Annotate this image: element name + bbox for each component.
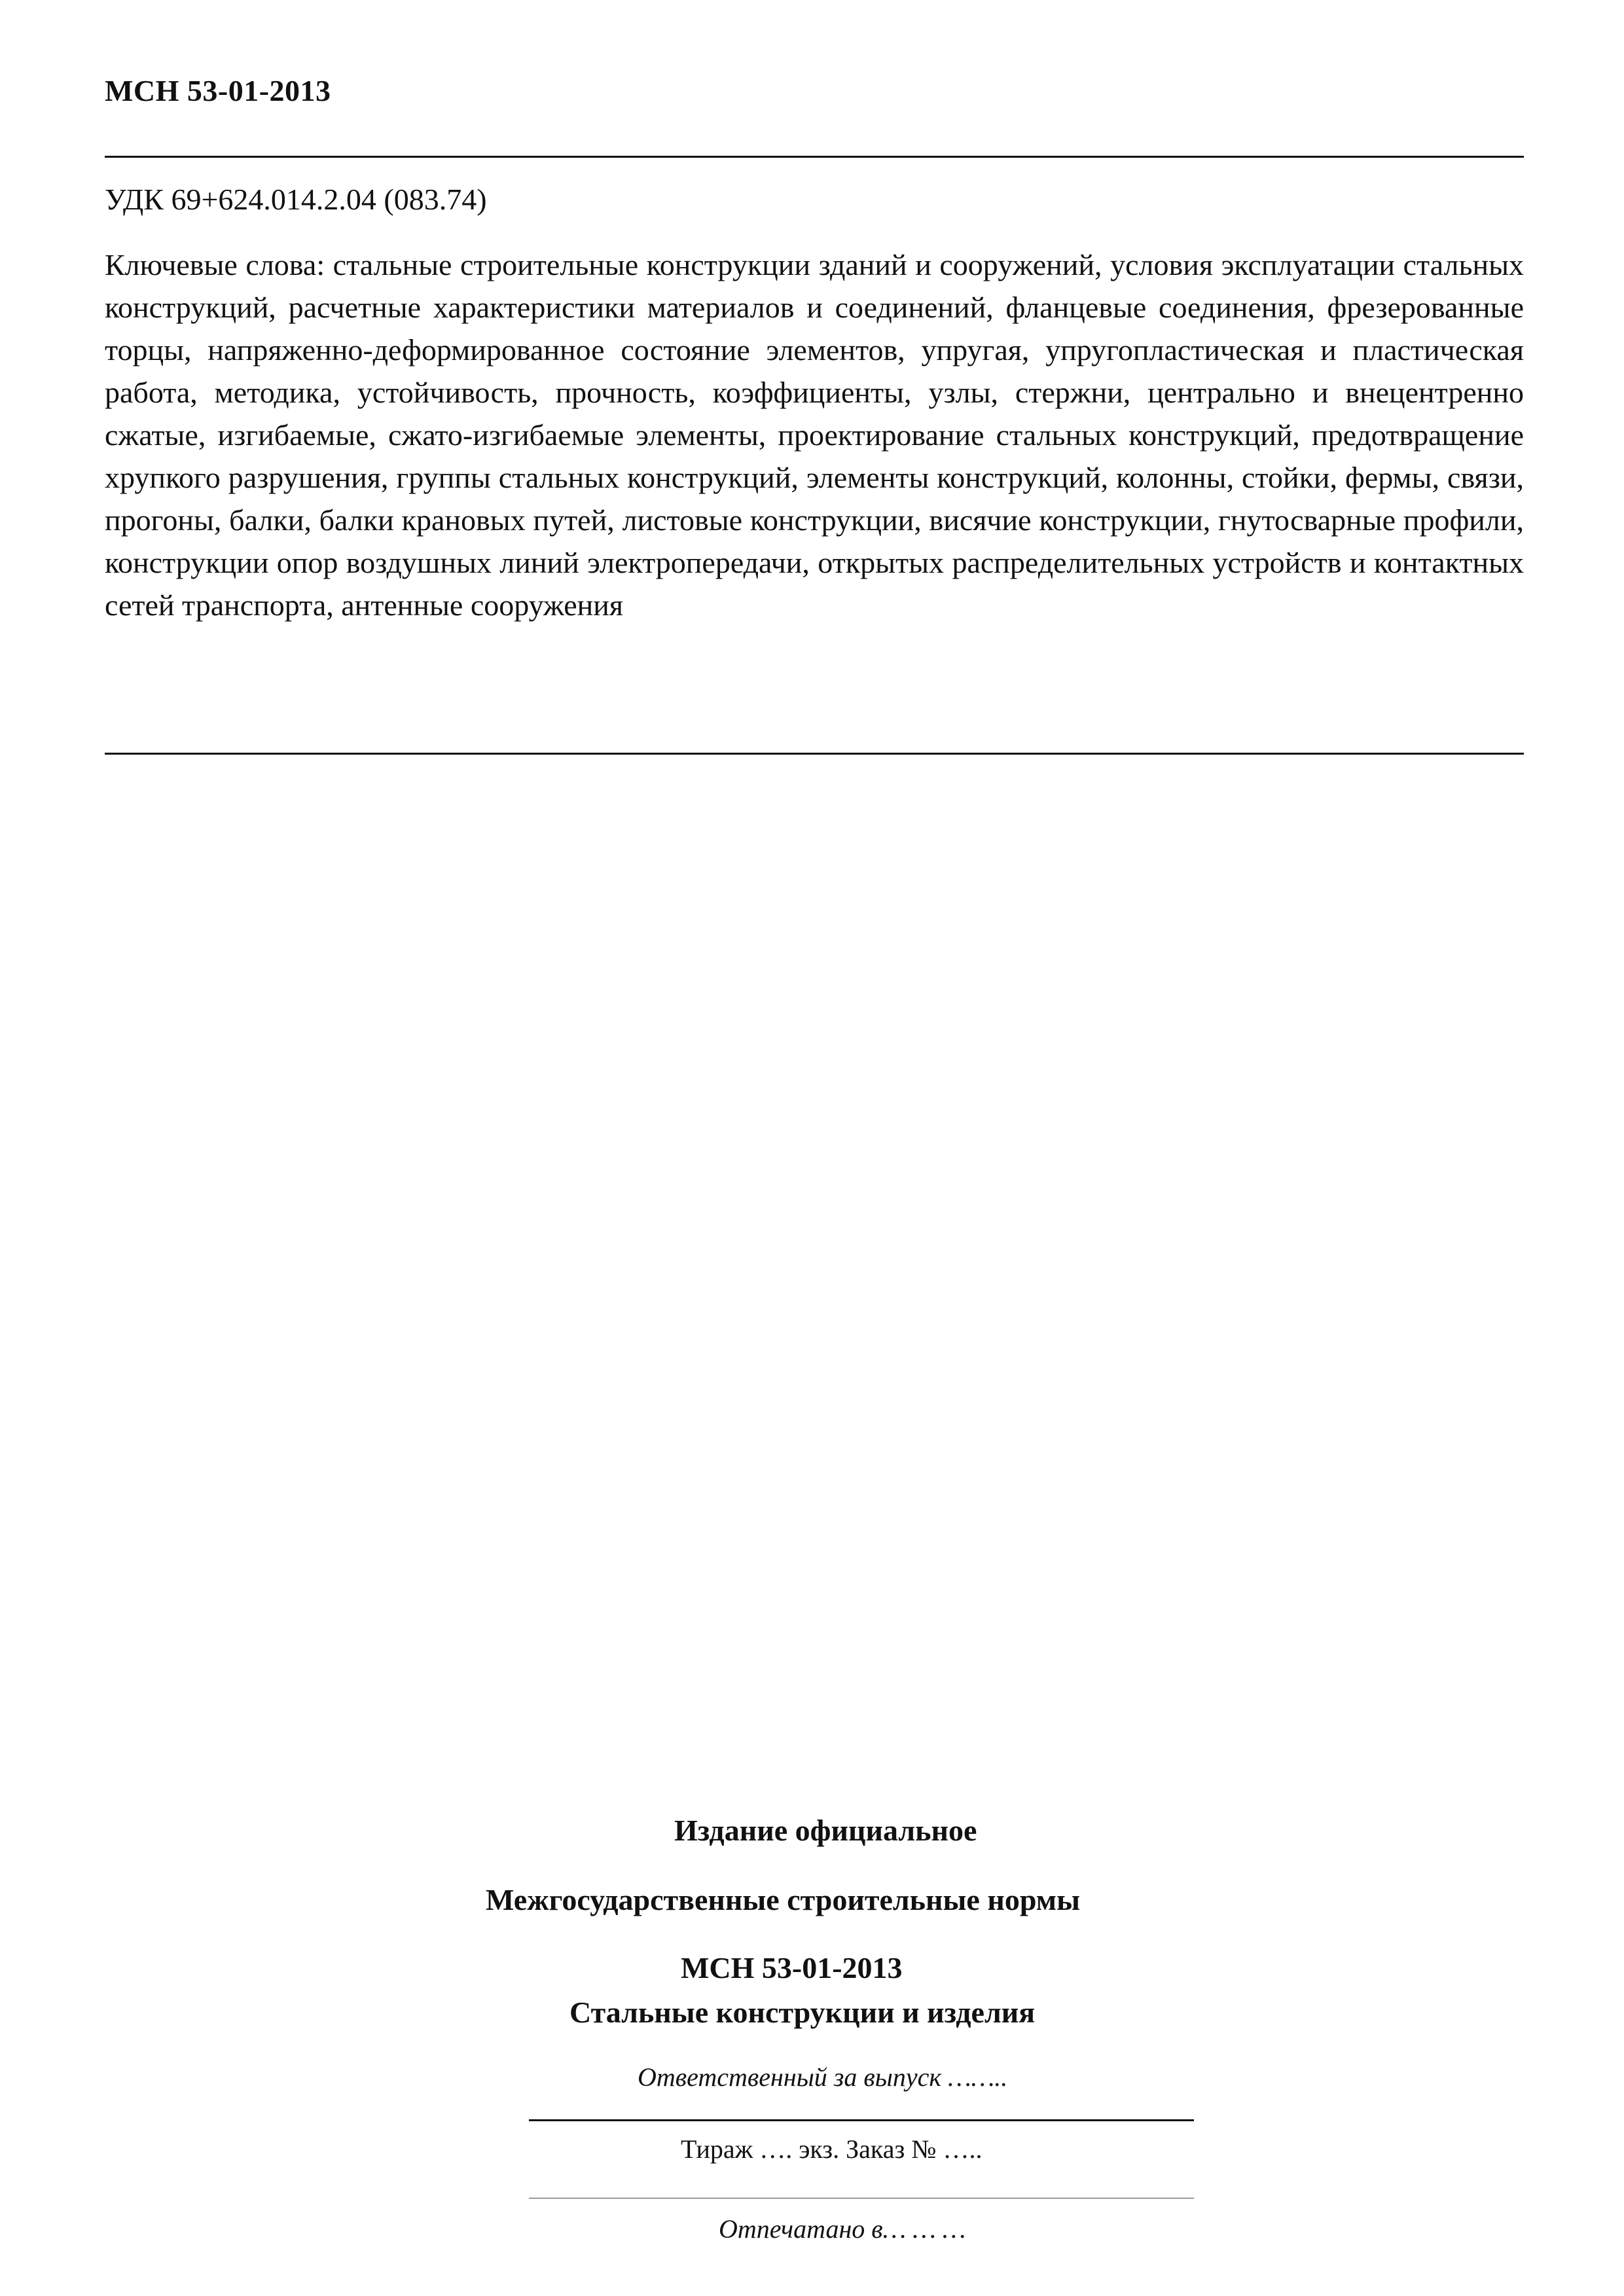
responsible-line: Ответственный за выпуск …….. <box>638 2062 1008 2092</box>
keywords-paragraph: Ключевые слова: стальные строительные конструкции зданий и сооружений, условия эксплуатации стальных конструкций, расчетные характеристики материалов и соединений, фланцевые соединения, фрезерованные торцы, напряженно-деформированное состояние элементов, упругая, упругопластическая и пластическая работа, методика, устойчивость, прочность, коэффициенты, узлы, стержни, центрально и внецентренно сжатые, изгибаемые, сжато-изгибаемые элементы, проектирование стальных конструкций, предотвращение хрупкого разрушения, группы стальных конструкций, элементы конструкций, колонны, стойки, фермы, связи, прогоны, балки, балки крановых путей, листовые конструкции, висячие конструкции, гнутосварные профили, конструкции опор воздушных линий электропередачи, открытых распределительных устройств и контактных сетей транспорта, антенные сооружения <box>105 248 1524 622</box>
circulation-line: Тираж …. экз. Заказ № ….. <box>681 2134 983 2164</box>
printed-line: Отпечатано в… … … <box>719 2214 966 2244</box>
norms-code: МСН 53-01-2013 <box>681 1951 903 1984</box>
edition-label: Издание официальное <box>674 1814 977 1847</box>
udk-classification: УДК 69+624.014.2.04 (083.74) <box>105 183 487 216</box>
norms-title: Межгосударственные строительные нормы <box>486 1883 1080 1916</box>
keywords-divider <box>105 753 1524 755</box>
imprint-divider-top <box>529 2119 1194 2121</box>
header-divider <box>105 156 1524 158</box>
norms-subject: Стальные конструкции и изделия <box>569 1996 1036 2029</box>
document-code: МСН 53-01-2013 <box>105 74 331 107</box>
